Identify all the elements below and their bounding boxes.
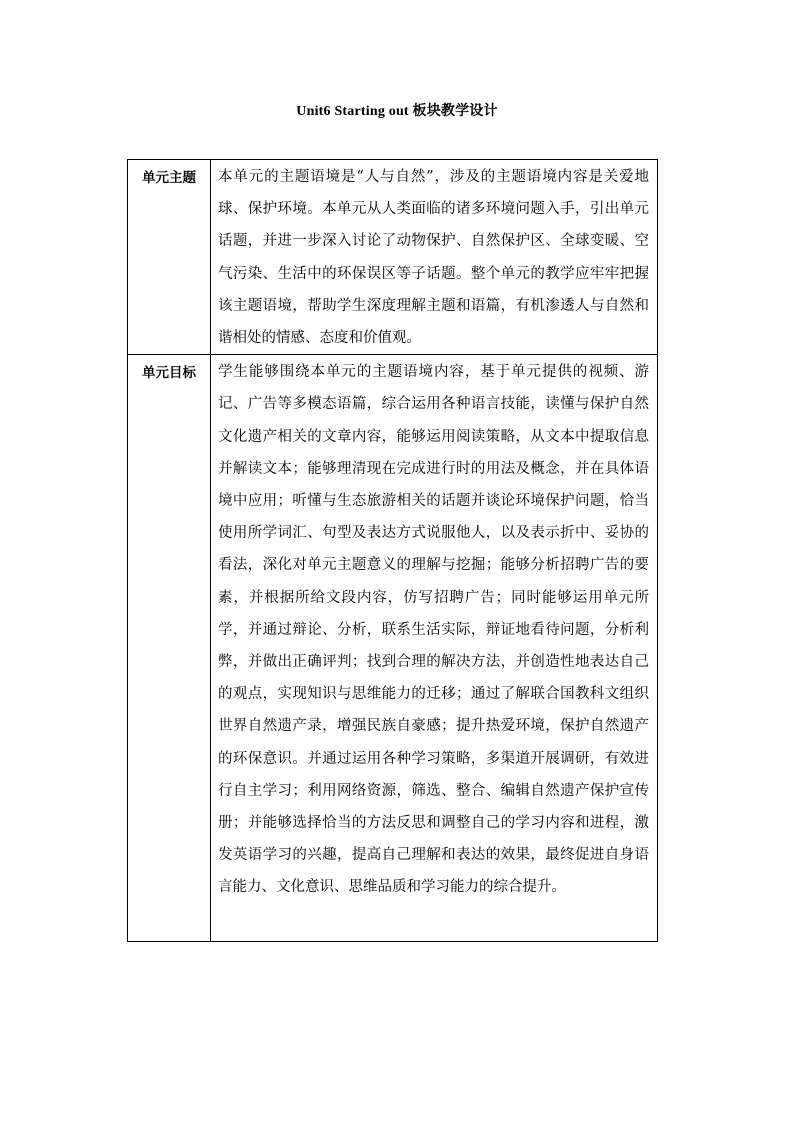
page-title: Unit6 Starting out 板块教学设计 [296,104,498,119]
unit-theme-content: 本单元的主题语境是“人与自然”，涉及的主题语境内容是关爱地球、保护环境。本单元从人类面临的诸多环境问题入手，引出单元话题，并进一步深入讨论了动物保护、自然保护区、全球变暖、空气污染、生活中的环保误区等子话题。整个单元的教学应牢牢把握该主题语境，帮助学生深度理解主题和语篇，有机渗透人与自然和谐相处的情感、态度和价值观。 [211,160,658,355]
lesson-plan-table [127,159,658,942]
table-row-unit-theme [128,160,658,355]
unit-goals-content: 学生能够围绕本单元的主题语境内容，基于单元提供的视频、游记、广告等多模态语篇，综合运用各种语言技能，读懂与保护自然文化遗产相关的文章内容，能够运用阅读策略，从文本中提取信息并解读文本；能够理清现在完成进行时的用法及概念，并在具体语境中应用；听懂与生态旅游相关的话题并谈论环境保护问题，恰当使用所学词汇、句型及表达方式说服他人，以及表示折中、妥协的看法，深化对单元主题意义的理解与挖掘；能够分析招聘广告的要素，并根据所给文段内容，仿写招聘广告；同时能够运用单元所学，并通过辩论、分析，联系生活实际，辩证地看待问题，分析利弊，并做出正确评判；找到合理的解决方法，并创造性地表达自己的观点，实现知识与思维能力的迁移；通过了解联合国教科文组织世界自然遗产录，增强民族自豪感；提升热爱环境，保护自然遗产的环保意识。并通过运用各种学习策略，多渠道开展调研，有效进行自主学习；利用网络资源，筛选、整合、编辑自然遗产保护宣传册；并能够选择恰当的方法反思和调整自己的学习内容和进程，激发英语学习的兴趣，提高自己理解和表达的效果，最终促进自身语言能力、文化意识、思维品质和学习能力的综合提升。 [211,355,658,942]
table-row-unit-goals [128,355,658,942]
unit-goals-label: 单元目标 [128,355,211,942]
unit-theme-label: 单元主题 [128,160,211,355]
